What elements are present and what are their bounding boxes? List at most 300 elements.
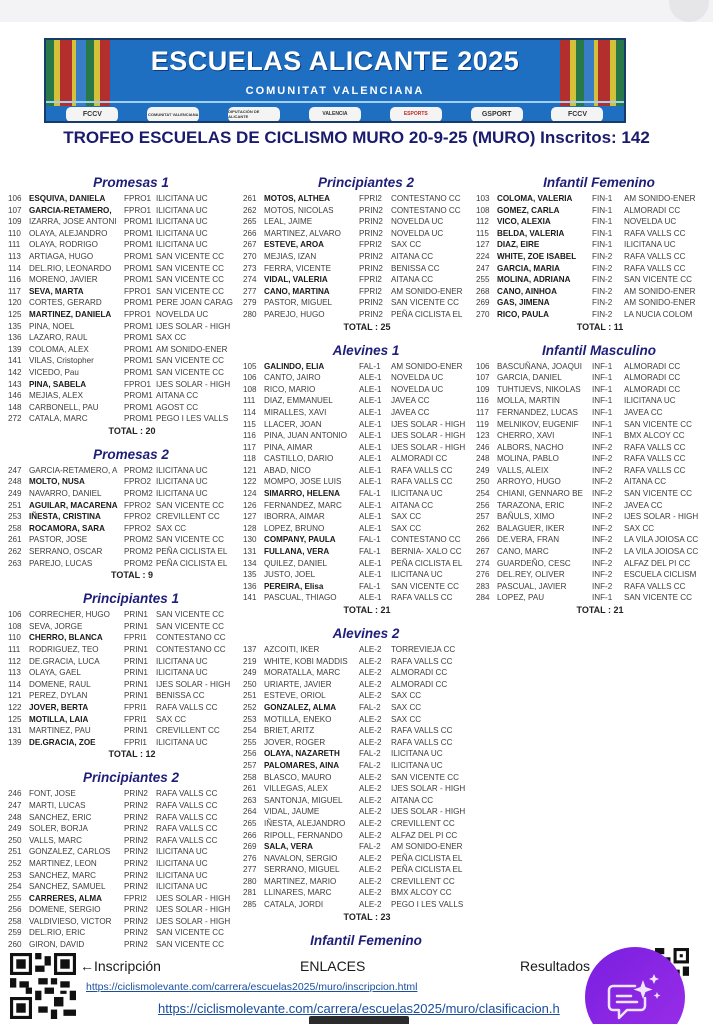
rider-row: [243, 395, 479, 407]
rider-club: IJES SOLAR - HIGH: [156, 679, 231, 689]
rider-number: 259: [8, 928, 22, 938]
rider-row: [8, 725, 244, 737]
rider-number: 247: [476, 263, 490, 273]
category-section: [476, 342, 712, 617]
rider-club: PEÑA CICLISTA EL: [391, 865, 463, 875]
sponsor-logo: FCCV: [66, 107, 118, 122]
rider-club: TORREVIEJA CC: [391, 645, 456, 654]
rider-category: ALE-1: [359, 396, 382, 406]
rider-club: SAN VICENTE CC: [624, 275, 692, 285]
rider-row: [243, 899, 479, 911]
rider-name: BASCUÑANA, JOAQUI: [497, 361, 583, 371]
rider-category: PRIN2: [124, 824, 148, 834]
rider-row: [243, 361, 479, 373]
rider-name: DEL.RIO, ERIC: [29, 928, 86, 938]
rider-name: RICO, MARIO: [264, 384, 316, 394]
rider-number: 277: [243, 286, 257, 296]
rider-club: ALMORADI CC: [624, 361, 681, 371]
rider-club: SAN VICENTE CC: [624, 419, 692, 429]
rider-number: 267: [243, 240, 257, 250]
rider-category: PRIN2: [124, 789, 148, 799]
rider-name: PALOMARES, AINA: [264, 760, 340, 770]
rider-club: RAFA VALLS CC: [156, 789, 218, 799]
rider-club: CONTESTANO CC: [391, 194, 461, 203]
rider-number: 124: [243, 489, 257, 499]
rider-name: MORATALLA, MARC: [264, 668, 341, 678]
rider-name: DE.GRACIA, ZOE: [29, 737, 96, 747]
rider-name: ESTEVE, AROA: [264, 240, 324, 250]
rider-name: CANO, MARTINA: [264, 286, 330, 296]
rider-row: [8, 835, 244, 847]
rider-name: SANTONJA, MIGUEL: [264, 795, 343, 805]
rider-name: SERRANO, MIGUEL: [264, 865, 340, 875]
rider-category: ALE-1: [359, 558, 382, 568]
rider-category: FAL-2: [359, 760, 381, 770]
rider-row: [8, 927, 244, 939]
rider-category: FAL-2: [359, 702, 381, 712]
rider-name: IZARRA, JOSE ANTONI: [29, 217, 117, 227]
rider-name: JOVER, BERTA: [29, 702, 89, 712]
rider-number: 270: [476, 309, 490, 319]
sponsor-logos: [46, 104, 624, 123]
rider-number: 265: [243, 217, 257, 227]
rider-number: 247: [8, 465, 22, 475]
rider-number: 254: [8, 882, 22, 892]
rider-number: 268: [476, 286, 490, 296]
rider-row: [8, 332, 244, 344]
rider-number: 267: [476, 547, 490, 557]
rider-name: DIAZ, EIRE: [497, 240, 540, 250]
rider-name: PINA, AIMAR: [264, 442, 313, 452]
rider-club: ALMORADI CC: [391, 668, 448, 678]
rider-name: CHERRO, XAVI: [497, 431, 555, 441]
rider-name: BRIET, ARITZ: [264, 726, 315, 736]
column-2: [243, 174, 479, 951]
rider-club: SAN VICENTE CC: [156, 610, 224, 620]
rider-category: FPRO1: [124, 286, 151, 296]
rider-category: PRIN1: [124, 691, 148, 701]
rider-row: [8, 488, 244, 500]
rider-club: ILICITANA UC: [391, 760, 443, 770]
rider-name: MOTOS, NICOLAS: [264, 205, 334, 215]
rider-club: SAN VICENTE CC: [156, 286, 224, 296]
rider-number: 112: [476, 217, 489, 227]
rider-club: SAN VICENTE CC: [624, 593, 692, 603]
rider-name: PAREJO, HUGO: [264, 309, 325, 319]
rider-row: [8, 286, 244, 298]
rider-number: 265: [243, 818, 257, 828]
rider-club: AM SONIDO-ENER: [624, 298, 696, 308]
rider-number: 121: [8, 691, 22, 701]
rider-club: AITANA CC: [391, 795, 434, 805]
rider-name: CARBONELL, PAU: [29, 402, 99, 412]
rider-row: [243, 806, 479, 818]
rider-row: [243, 702, 479, 714]
rider-name: OLAYA, NAZARETH: [264, 749, 340, 759]
rider-club: RAFA VALLS CC: [156, 812, 218, 822]
rider-category: FPRI2: [359, 286, 382, 296]
rider-category: ALE-2: [359, 807, 382, 817]
rider-row: [8, 644, 244, 656]
rider-number: 103: [476, 194, 490, 203]
rider-category: PRIN1: [124, 679, 148, 689]
rider-club: PEÑA CICLISTA EL: [156, 558, 228, 568]
rider-club: SAN VICENTE CC: [156, 275, 224, 285]
rider-number: 112: [8, 656, 21, 666]
rider-category: INF-1: [592, 384, 613, 394]
rider-club: ILICITANA UC: [156, 489, 208, 499]
rider-number: 121: [243, 465, 257, 475]
rider-club: ILICITANA UC: [156, 217, 208, 227]
rider-row: [8, 939, 244, 951]
rider-club: RAFA VALLS CC: [624, 442, 686, 452]
rider-name: RIPOLL, FERNANDO: [264, 830, 343, 840]
rider-club: ALFAZ DEL PI CC: [391, 830, 458, 840]
rider-name: VICO, ALEXIA: [497, 217, 551, 227]
rider-row: [8, 893, 244, 905]
rider-club: ILICITANA UC: [156, 194, 208, 203]
rider-club: NOVELDA UC: [391, 228, 444, 238]
rider-row: [8, 858, 244, 870]
rider-club: RAFA VALLS CC: [391, 737, 453, 747]
rider-row: [243, 592, 479, 604]
rider-club: ALMORADI CC: [624, 384, 681, 394]
rider-name: PASCUAL, JAVIER: [497, 581, 567, 591]
rider-name: CATALA, MARC: [29, 414, 88, 424]
rider-club: IJES SOLAR - HIGH: [156, 905, 231, 915]
rider-name: VILAS, Cristopher: [29, 356, 94, 366]
inscripcion-link[interactable]: https://ciclismolevante.com/carrera/escuelas2025/muro/inscripcion.html: [86, 981, 418, 993]
rider-number: 260: [8, 940, 22, 950]
rider-category: INF-2: [592, 570, 613, 580]
rider-row: [8, 251, 244, 263]
rider-name: CORRECHER, HUGO: [29, 610, 110, 620]
sponsor-logo: GSPORT: [471, 107, 523, 122]
rider-row: [243, 818, 479, 830]
rider-name: DOMENE, SERGIO: [29, 905, 101, 915]
rider-number: 285: [243, 900, 257, 910]
rider-name: MOMPO, JOSE LUIS: [264, 477, 342, 487]
rider-club: ILICITANA UC: [624, 396, 676, 406]
rider-club: AITANA CC: [391, 500, 434, 510]
rider-name: VIDAL, VALERIA: [264, 275, 328, 285]
rider-row: [476, 193, 712, 205]
rider-name: PEREIRA, Elisa: [264, 581, 324, 591]
rider-number: 274: [243, 275, 257, 285]
rider-number: 283: [476, 581, 490, 591]
category-total: TOTAL : 25: [343, 321, 391, 332]
rider-number: 252: [243, 702, 257, 712]
rider-number: 248: [476, 454, 490, 464]
rider-row: [8, 379, 244, 391]
rider-category: FPRI2: [359, 194, 382, 203]
rider-name: ALBORS, NACHO: [497, 442, 564, 452]
rider-name: NAVALON, SERGIO: [264, 853, 338, 863]
rider-club: PEÑA CICLISTA EL: [391, 853, 463, 863]
rider-row: [476, 309, 712, 321]
rider-club: NOVELDA UC: [391, 373, 444, 383]
rider-row: [243, 430, 479, 442]
rider-category: FIN-2: [592, 286, 613, 296]
rider-number: 107: [8, 205, 22, 215]
rider-club: ILICITANA UC: [156, 882, 208, 892]
rider-number: 284: [476, 593, 490, 603]
rider-name: SANCHEZ, ERIC: [29, 812, 92, 822]
rider-category: FAL-1: [359, 581, 381, 591]
rider-row: [8, 534, 244, 546]
rider-club: RAFA VALLS CC: [391, 477, 453, 487]
rider-club: SAX CC: [624, 523, 655, 533]
qr-code-icon[interactable]: [10, 953, 76, 1019]
rider-row: [476, 581, 712, 593]
rider-category: FPRO1: [124, 379, 151, 389]
rider-category: ALE-2: [359, 888, 382, 898]
rider-club: JAVEA CC: [391, 396, 430, 406]
rider-row: [476, 558, 712, 570]
rider-number: 130: [243, 535, 257, 545]
rider-club: NOVELDA UC: [391, 217, 444, 227]
rider-row: [8, 800, 244, 812]
rider-club: AM SONIDO-ENER: [624, 194, 696, 203]
rider-row: [8, 904, 244, 916]
rider-name: SOLER, BORJA: [29, 824, 88, 834]
rider-number: 254: [243, 726, 257, 736]
rider-number: 249: [8, 824, 22, 834]
rider-club: ALFAZ DEL PI CC: [624, 558, 691, 568]
rider-club: IJES SOLAR - HIGH: [156, 321, 231, 331]
rider-category: ALE-2: [359, 784, 382, 794]
rider-name: QUILEZ, DANIEL: [264, 558, 327, 568]
rider-category: ALE-2: [359, 876, 382, 886]
rider-number: 249: [476, 465, 490, 475]
rider-name: MOTILLA, LAIA: [29, 714, 89, 724]
rider-row: [476, 395, 712, 407]
rider-number: 114: [243, 407, 256, 417]
top-bar: [0, 0, 713, 22]
rider-club: SAN VICENTE CC: [391, 298, 459, 308]
rider-number: 125: [8, 309, 22, 319]
rider-name: DEL.REY, OLIVER: [497, 570, 565, 580]
rider-number: 254: [476, 489, 490, 499]
category-section: [243, 625, 479, 924]
rider-name: BAÑULS, XIMO: [497, 512, 555, 522]
rider-row: [243, 372, 479, 384]
rider-category: FPRI2: [359, 240, 382, 250]
rider-category: PRIN1: [124, 610, 148, 620]
banner-divider: [46, 101, 624, 103]
rider-row: [8, 367, 244, 379]
rider-row: [8, 679, 244, 691]
rider-category: INF-1: [592, 396, 613, 406]
rider-row: [476, 251, 712, 263]
rider-category: PROM1: [124, 228, 153, 238]
rider-category: PRIN1: [124, 621, 148, 631]
rider-category: PROM1: [124, 356, 153, 366]
rider-row: [476, 286, 712, 298]
rider-club: AM SONIDO-ENER: [156, 344, 228, 354]
rider-category: PRIN2: [124, 928, 148, 938]
rider-number: 128: [243, 523, 257, 533]
rider-category: FPRI1: [124, 714, 147, 724]
rider-number: 280: [243, 876, 257, 886]
rider-number: 266: [243, 830, 257, 840]
category-section: [476, 174, 712, 334]
rider-number: 122: [243, 477, 257, 487]
rider-row: [8, 263, 244, 275]
rider-name: FERNANDEZ, MARC: [264, 500, 342, 510]
rider-name: DE.GRACIA, LUCA: [29, 656, 100, 666]
rider-row: [8, 476, 244, 488]
rider-name: SEVA, JORGE: [29, 621, 83, 631]
rider-number: 251: [8, 847, 22, 857]
rider-category: FIN-2: [592, 275, 613, 285]
rider-category: ALE-2: [359, 853, 382, 863]
rider-row: [8, 511, 244, 523]
rider-club: SAN VICENTE CC: [156, 263, 224, 273]
rider-club: RAFA VALLS CC: [624, 465, 686, 475]
rider-club: RAFA VALLS CC: [624, 581, 686, 591]
rider-club: SAN VICENTE CC: [156, 535, 224, 545]
rider-name: FERRA, VICENTE: [264, 263, 332, 273]
rider-row: [8, 413, 244, 425]
rider-row: [8, 916, 244, 928]
rider-name: DOMENE, RAUL: [29, 679, 91, 689]
rider-club: CREVILLENT CC: [156, 726, 220, 736]
rider-row: [476, 523, 712, 535]
rider-row: [8, 402, 244, 414]
category-total: TOTAL : 11: [576, 321, 624, 332]
rider-row: [476, 442, 712, 454]
rider-name: MOLINA, PABLO: [497, 454, 559, 464]
rider-category: ALE-2: [359, 737, 382, 747]
rider-number: 281: [243, 888, 257, 898]
rider-number: 115: [243, 419, 256, 429]
rider-category: INF-1: [592, 419, 613, 429]
rider-number: 111: [8, 645, 21, 654]
top-right-button[interactable]: [669, 0, 709, 22]
rider-row: [243, 656, 479, 668]
rider-number: 139: [8, 344, 22, 354]
category-title: Alevines 1: [332, 342, 400, 358]
rider-name: ARTIAGA, HUGO: [29, 251, 94, 261]
rider-row: [476, 511, 712, 523]
rider-name: PASTOR, JOSE: [29, 535, 88, 545]
rider-number: 106: [476, 361, 490, 371]
rider-club: PEÑA CICLISTA EL: [156, 547, 228, 557]
rider-name: LOPEZ, BRUNO: [264, 523, 325, 533]
rider-row: [243, 263, 479, 275]
sparkle-chat-icon: [607, 972, 663, 1022]
rider-row: [243, 453, 479, 465]
rider-club: RAFA VALLS CC: [156, 835, 218, 845]
category-total: TOTAL : 21: [343, 605, 391, 615]
category-title: Promesas 2: [93, 446, 169, 462]
rider-category: FPRI1: [124, 633, 147, 643]
rider-club: ILICITANA UC: [156, 847, 208, 857]
rider-category: ALE-2: [359, 772, 382, 782]
clasificacion-link[interactable]: https://ciclismolevante.com/carrera/escuelas2025/muro/clasificacion.h: [158, 1001, 560, 1016]
rider-number: 122: [8, 702, 22, 712]
rider-name: VALLS, ALEIX: [497, 465, 549, 475]
rider-name: WHITE, KOBI MADDIS: [264, 656, 348, 666]
category-total: TOTAL : 23: [343, 911, 391, 922]
rider-row: [476, 361, 712, 373]
rider-row: [476, 216, 712, 228]
rider-number: 134: [243, 558, 257, 568]
rider-row: [243, 737, 479, 749]
rider-row: [243, 205, 479, 217]
rider-club: SAN VICENTE CC: [391, 581, 459, 591]
rider-row: [243, 667, 479, 679]
rider-category: FIN-2: [592, 263, 613, 273]
rider-name: GUARDEÑO, CESC: [497, 558, 571, 568]
rider-row: [8, 846, 244, 858]
rider-number: 279: [243, 298, 257, 308]
rider-name: VALLS, MARC: [29, 835, 82, 845]
rider-club: RAFA VALLS CC: [156, 824, 218, 834]
rider-row: [243, 534, 479, 546]
rider-number: 269: [476, 298, 490, 308]
rider-club: SAN VICENTE CC: [156, 940, 224, 950]
banner-decoration-right: [560, 40, 624, 106]
rider-name: MOTOS, ALTHEA: [264, 194, 330, 203]
rider-category: INF-1: [592, 407, 613, 417]
rider-number: 263: [243, 795, 257, 805]
rider-number: 261: [243, 784, 257, 794]
rider-category: PRIN1: [124, 645, 148, 654]
rider-category: INF-2: [592, 477, 613, 487]
rider-club: IJES SOLAR - HIGH: [156, 893, 231, 903]
rider-number: 120: [8, 298, 22, 308]
rider-row: [243, 228, 479, 240]
rider-row: [243, 783, 479, 795]
rider-name: LEAL, JAIME: [264, 217, 313, 227]
rider-number: 146: [8, 391, 22, 401]
rider-row: [8, 205, 244, 217]
rider-number: 250: [8, 835, 22, 845]
rider-number: 255: [476, 275, 490, 285]
rider-club: ILICITANA UC: [156, 240, 208, 250]
rider-category: ALE-2: [359, 795, 382, 805]
rider-name: GONZALEZ, ALMA: [264, 702, 337, 712]
rider-category: FPRO1: [124, 309, 151, 319]
rider-number: 262: [476, 523, 490, 533]
rider-name: BLASCO, MAURO: [264, 772, 332, 782]
rider-category: PROM1: [124, 344, 153, 354]
rider-number: 269: [243, 842, 257, 852]
rider-club: NOVELDA UC: [391, 384, 444, 394]
rider-row: [8, 823, 244, 835]
rider-club: CREVILLENT CC: [391, 818, 455, 828]
rider-number: 108: [476, 205, 490, 215]
rider-number: 219: [243, 656, 257, 666]
rider-club: JAVEA CC: [624, 500, 663, 510]
rider-name: SERRANO, OSCAR: [29, 547, 103, 557]
rider-row: [8, 788, 244, 800]
rider-row: [8, 656, 244, 668]
rider-number: 114: [8, 679, 21, 689]
rider-name: PINA, NOEL: [29, 321, 75, 331]
rider-club: ILICITANA UC: [156, 228, 208, 238]
rider-row: [243, 795, 479, 807]
rider-name: MEJIAS, ALEX: [29, 391, 83, 401]
rider-number: 273: [243, 263, 257, 273]
rider-club: JAVEA CC: [391, 407, 430, 417]
rider-category: FAL-1: [359, 489, 381, 499]
rider-row: [476, 384, 712, 396]
rider-name: ESTEVE, ORIOL: [264, 691, 326, 701]
rider-number: 248: [8, 477, 22, 487]
